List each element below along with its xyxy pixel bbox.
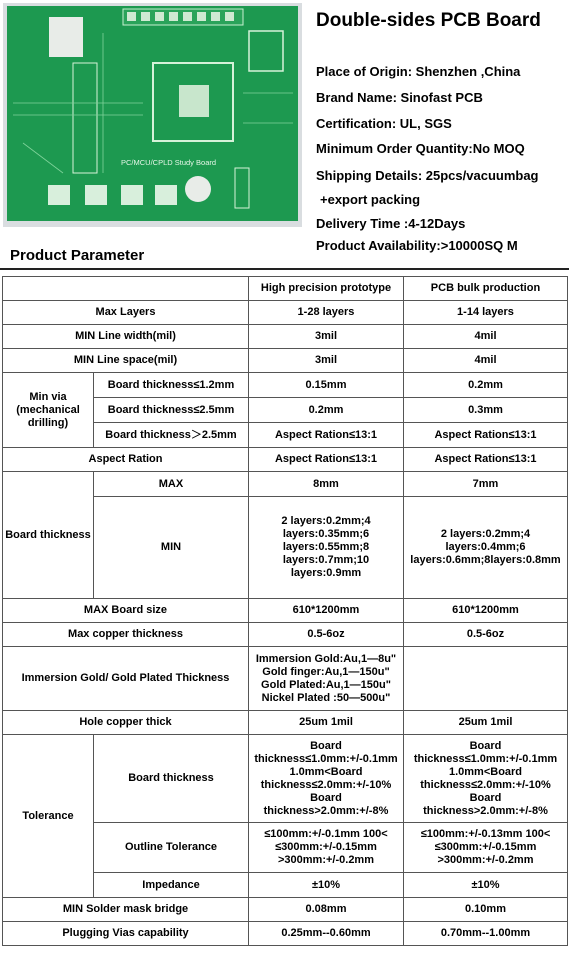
cell-bulk: ≤100mm:+/-0.13mm 100< ≤300mm:+/-0.15mm >300mm:+/-0.2mm [404,823,568,873]
cell-prototype: Aspect Ration≤13:1 [249,448,404,472]
cell-bulk: 1-14 layers [404,301,568,325]
sub-label: MAX [94,472,249,497]
table-row [3,922,568,946]
row-label: MIN Line space(mil) [3,349,249,373]
cell-prototype: Immersion Gold:Au,1—8u" Gold finger:Au,1—150u" Gold Plated:Au,1—150u" Nickel Plated :50—500u" [249,647,404,711]
header-bulk: PCB bulk production [404,277,568,301]
row-label: MAX Board size [3,599,249,623]
row-label-board-thickness: Board thickness [3,472,94,599]
cell-bulk: 25um 1mil [404,711,568,735]
cell-prototype: 8mm [249,472,404,497]
table-row [3,472,568,497]
cell-bulk: ±10% [404,873,568,898]
cell-bulk: 0.2mm [404,373,568,398]
sub-label: MIN [94,497,249,599]
cell-prototype: 0.25mm--0.60mm [249,922,404,946]
row-label: Immersion Gold/ Gold Plated Thickness [3,647,249,711]
cell-bulk: Aspect Ration≤13:1 [404,448,568,472]
table-header-row [3,277,568,301]
cell-bulk: 610*1200mm [404,599,568,623]
info-brand-name: Brand Name: Sinofast PCB [316,90,483,105]
row-label: Hole copper thick [3,711,249,735]
cell-bulk: 4mil [404,349,568,373]
row-label: Plugging Vias capability [3,922,249,946]
cell-bulk: 0.5-6oz [404,623,568,647]
cell-bulk: 7mm [404,472,568,497]
pcb-drawing [3,3,302,227]
pcb-silkscreen-text: PC/MCU/CPLD Study Board [121,158,217,167]
header-prototype: High precision prototype [249,277,404,301]
table-row [3,448,568,472]
info-shipping: Shipping Details: 25pcs/vacuumbag [316,168,539,183]
table-row [3,599,568,623]
info-delivery-time: Delivery Time :4-12Days [316,216,466,231]
info-min-order: Minimum Order Quantity:No MOQ [316,141,525,156]
row-label: MIN Line width(mil) [3,325,249,349]
cell-prototype: 0.15mm [249,373,404,398]
cell-prototype: 25um 1mil [249,711,404,735]
product-title: Double-sides PCB Board [316,10,541,31]
cell-bulk: 4mil [404,325,568,349]
pcb-board-image [3,3,302,227]
cell-prototype: 1-28 layers [249,301,404,325]
table-row [3,373,568,398]
sub-label: Board thickness＞2.5mm [94,423,249,448]
row-label: MIN Solder mask bridge [3,898,249,922]
cell-prototype: 0.08mm [249,898,404,922]
cell-prototype: 610*1200mm [249,599,404,623]
cell-prototype: 2 layers:0.2mm;4 layers:0.35mm;6 layers:0.55mm;8 layers:0.7mm;10 layers:0.9mm [249,497,404,599]
header-empty-cell [3,277,249,301]
section-divider [0,268,569,270]
table-row [3,711,568,735]
cell-prototype: 3mil [249,325,404,349]
info-export-packing: +export packing [320,192,421,207]
row-label-min-via: Min via (mechanical drilling) [3,373,94,448]
table-row [3,325,568,349]
info-place-of-origin: Place of Origin: Shenzhen ,China [316,64,521,79]
row-label: Aspect Ration [3,448,249,472]
section-title: Product Parameter [10,247,145,264]
info-availability: Product Availability:>10000SQ M [316,238,518,253]
row-label-tolerance: Tolerance [3,735,94,898]
table-row [3,647,568,711]
sub-label: Impedance [94,873,249,898]
table-row [3,301,568,325]
cell-bulk: 0.10mm [404,898,568,922]
cell-bulk: Board thickness≤1.0mm:+/-0.1mm 1.0mm<Board thickness≤2.0mm:+/-10% Board thickness>2.0mm:+/-8% [404,735,568,823]
cell-prototype: ±10% [249,873,404,898]
row-label: Max copper thickness [3,623,249,647]
sub-label: Board thickness [94,735,249,823]
cell-prototype: Aspect Ration≤13:1 [249,423,404,448]
parameter-table [2,276,568,946]
cell-bulk: 2 layers:0.2mm;4 layers:0.4mm;6 layers:0.6mm;8layers:0.8mm [404,497,568,599]
info-certification: Certification: UL, SGS [316,116,452,131]
table-row [3,898,568,922]
table-row [3,349,568,373]
row-label: Max Layers [3,301,249,325]
cell-prototype: Board thickness≤1.0mm:+/-0.1mm 1.0mm<Board thickness≤2.0mm:+/-10% Board thickness>2.0mm:+/-8% [249,735,404,823]
cell-bulk: Aspect Ration≤13:1 [404,423,568,448]
cell-prototype: 3mil [249,349,404,373]
cell-bulk [404,647,568,711]
sub-label: Outline Tolerance [94,823,249,873]
cell-prototype: 0.5-6oz [249,623,404,647]
sub-label: Board thickness≤1.2mm [94,373,249,398]
table-row [3,623,568,647]
cell-prototype: ≤100mm:+/-0.1mm 100< ≤300mm:+/-0.15mm >300mm:+/-0.2mm [249,823,404,873]
table-row [3,735,568,823]
cell-prototype: 0.2mm [249,398,404,423]
cell-bulk: 0.70mm--1.00mm [404,922,568,946]
cell-bulk: 0.3mm [404,398,568,423]
sub-label: Board thickness≤2.5mm [94,398,249,423]
